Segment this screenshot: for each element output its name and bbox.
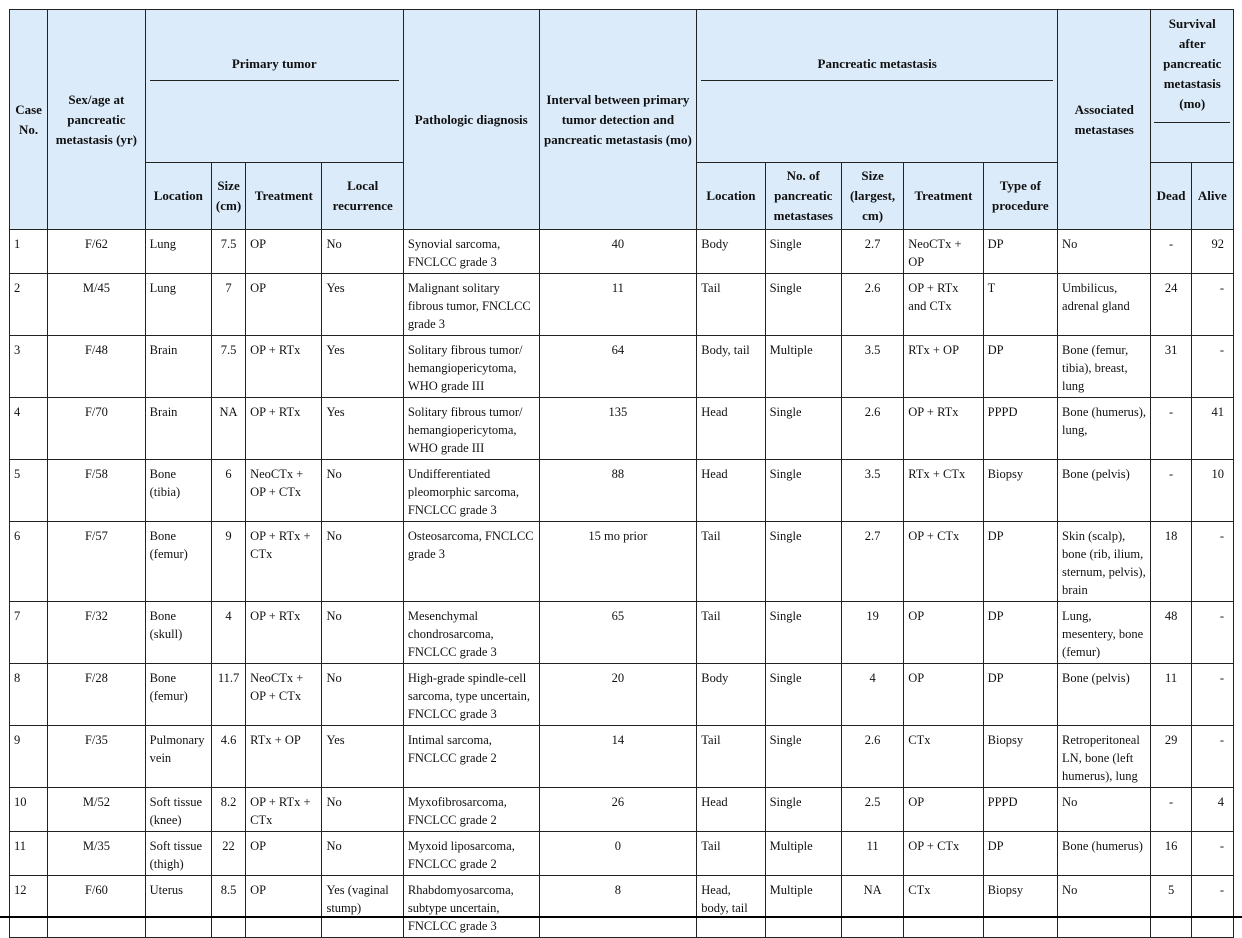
cell-sexage: F/60 — [48, 876, 145, 938]
cell-mtreat: OP — [904, 664, 983, 726]
bottom-rule — [0, 916, 1242, 918]
cell-recur: Yes — [322, 398, 403, 460]
cell-ploc: Brain — [145, 336, 211, 398]
cell-proc: T — [983, 274, 1057, 336]
cell-assoc: Bone (pelvis) — [1058, 664, 1151, 726]
cell-recur: Yes — [322, 726, 403, 788]
cell-msize: 4 — [841, 664, 903, 726]
cell-recur: No — [322, 230, 403, 274]
table-row — [10, 788, 1234, 832]
cell-msize: 11 — [841, 832, 903, 876]
cell-sexage: F/28 — [48, 664, 145, 726]
table-row — [10, 876, 1234, 938]
header-associated-metastases: Associated metastases — [1058, 10, 1151, 230]
cell-mtreat: OP + RTx — [904, 398, 983, 460]
cell-recur: No — [322, 788, 403, 832]
cell-msize: 2.5 — [841, 788, 903, 832]
cell-case: 2 — [10, 274, 48, 336]
cell-sexage: F/58 — [48, 460, 145, 522]
cell-interval: 8 — [539, 876, 697, 938]
cell-sexage: F/35 — [48, 726, 145, 788]
cell-proc: PPPD — [983, 398, 1057, 460]
cell-recur: No — [322, 602, 403, 664]
cell-interval: 26 — [539, 788, 697, 832]
cell-ptreat: OP + RTx + CTx — [246, 522, 322, 602]
cell-ploc: Pulmonary vein — [145, 726, 211, 788]
cell-proc: DP — [983, 336, 1057, 398]
cell-sexage: F/70 — [48, 398, 145, 460]
cell-alive: - — [1191, 832, 1233, 876]
table-row — [10, 460, 1234, 522]
cell-proc: Biopsy — [983, 726, 1057, 788]
cell-dead: - — [1151, 398, 1191, 460]
cell-proc: DP — [983, 664, 1057, 726]
cell-proc: DP — [983, 522, 1057, 602]
cell-msize: 2.7 — [841, 522, 903, 602]
header-alive: Alive — [1191, 163, 1233, 230]
cell-psize: 9 — [211, 522, 245, 602]
header-dead: Dead — [1151, 163, 1191, 230]
cell-ptreat: OP + RTx — [246, 602, 322, 664]
cell-path: Intimal sarcoma, FNCLCC grade 2 — [403, 726, 539, 788]
cell-proc: Biopsy — [983, 460, 1057, 522]
cell-dead: 29 — [1151, 726, 1191, 788]
table-row — [10, 274, 1234, 336]
cell-case: 10 — [10, 788, 48, 832]
header-primary-location: Location — [145, 163, 211, 230]
cell-mnum: Single — [765, 788, 841, 832]
cell-msize: 2.6 — [841, 726, 903, 788]
cell-recur: No — [322, 460, 403, 522]
cell-case: 12 — [10, 876, 48, 938]
table-row — [10, 230, 1234, 274]
cell-msize: 19 — [841, 602, 903, 664]
cell-mtreat: NeoCTx + OP — [904, 230, 983, 274]
cell-mloc: Tail — [697, 602, 765, 664]
cell-mtreat: OP — [904, 788, 983, 832]
cell-path: Solitary fibrous tumor/ hemangiopericytoma, WHO grade III — [403, 336, 539, 398]
header-case: Case No. — [10, 10, 48, 230]
cell-interval: 20 — [539, 664, 697, 726]
cell-psize: 7.5 — [211, 336, 245, 398]
cell-mloc: Head, body, tail — [697, 876, 765, 938]
cell-ploc: Brain — [145, 398, 211, 460]
cell-sexage: M/45 — [48, 274, 145, 336]
cell-alive: - — [1191, 274, 1233, 336]
cell-assoc: Bone (humerus), lung, — [1058, 398, 1151, 460]
cell-case: 11 — [10, 832, 48, 876]
cell-case: 7 — [10, 602, 48, 664]
cell-ploc: Soft tissue (thigh) — [145, 832, 211, 876]
cell-sexage: M/52 — [48, 788, 145, 832]
cell-msize: 2.6 — [841, 398, 903, 460]
header-interval: Interval between primary tumor detection and pancreatic metastasis (mo) — [539, 10, 697, 230]
cell-psize: 4 — [211, 602, 245, 664]
cell-alive: - — [1191, 664, 1233, 726]
cell-assoc: Bone (pelvis) — [1058, 460, 1151, 522]
header-primary-treatment: Treatment — [246, 163, 322, 230]
cell-assoc: No — [1058, 876, 1151, 938]
cell-case: 1 — [10, 230, 48, 274]
cell-interval: 88 — [539, 460, 697, 522]
cell-mloc: Body — [697, 664, 765, 726]
metastasis-table — [9, 9, 1234, 938]
header-survival — [1151, 10, 1234, 163]
cell-ptreat: RTx + OP — [246, 726, 322, 788]
cell-psize: 11.7 — [211, 664, 245, 726]
header-pm-treatment: Treatment — [904, 163, 983, 230]
cell-recur: No — [322, 664, 403, 726]
cell-alive: - — [1191, 726, 1233, 788]
header-pm-number: No. of pancreatic metastases — [765, 163, 841, 230]
cell-psize: 4.6 — [211, 726, 245, 788]
cell-case: 3 — [10, 336, 48, 398]
cell-psize: 7.5 — [211, 230, 245, 274]
header-pathologic-diagnosis: Pathologic diagnosis — [403, 10, 539, 230]
cell-assoc: Bone (humerus) — [1058, 832, 1151, 876]
cell-ptreat: OP + RTx + CTx — [246, 788, 322, 832]
cell-msize: 2.6 — [841, 274, 903, 336]
cell-dead: 31 — [1151, 336, 1191, 398]
cell-assoc: Umbilicus, adrenal gland — [1058, 274, 1151, 336]
cell-psize: NA — [211, 398, 245, 460]
primary-tumor-label: Primary tumor — [150, 54, 399, 81]
header-sex-age: Sex/age at pancreatic metastasis (yr) — [48, 10, 145, 230]
header-pm-location: Location — [697, 163, 765, 230]
cell-psize: 22 — [211, 832, 245, 876]
cell-proc: DP — [983, 230, 1057, 274]
cell-path: Undifferentiated pleomorphic sarcoma, FNCLCC grade 3 — [403, 460, 539, 522]
cell-sexage: F/32 — [48, 602, 145, 664]
cell-ploc: Lung — [145, 274, 211, 336]
cell-ploc: Uterus — [145, 876, 211, 938]
cell-mnum: Single — [765, 398, 841, 460]
cell-path: Solitary fibrous tumor/ hemangiopericytoma, WHO grade III — [403, 398, 539, 460]
cell-psize: 8.2 — [211, 788, 245, 832]
cell-dead: 48 — [1151, 602, 1191, 664]
table-row — [10, 336, 1234, 398]
cell-proc: Biopsy — [983, 876, 1057, 938]
table-row — [10, 664, 1234, 726]
cell-mnum: Multiple — [765, 832, 841, 876]
table-row — [10, 726, 1234, 788]
cell-ptreat: NeoCTx + OP + CTx — [246, 460, 322, 522]
cell-mnum: Single — [765, 602, 841, 664]
cell-alive: 92 — [1191, 230, 1233, 274]
cell-recur: Yes (vaginal stump) — [322, 876, 403, 938]
cell-ploc: Bone (skull) — [145, 602, 211, 664]
cell-dead: 16 — [1151, 832, 1191, 876]
cell-dead: - — [1151, 788, 1191, 832]
cell-msize: 2.7 — [841, 230, 903, 274]
cell-dead: - — [1151, 230, 1191, 274]
cell-alive: 10 — [1191, 460, 1233, 522]
cell-mloc: Tail — [697, 726, 765, 788]
cell-mtreat: OP + CTx — [904, 522, 983, 602]
cell-path: Myxoid liposarcoma, FNCLCC grade 2 — [403, 832, 539, 876]
cell-recur: Yes — [322, 336, 403, 398]
cell-case: 5 — [10, 460, 48, 522]
cell-mnum: Single — [765, 664, 841, 726]
cell-interval: 0 — [539, 832, 697, 876]
cell-sexage: F/57 — [48, 522, 145, 602]
table-row — [10, 832, 1234, 876]
cell-mloc: Head — [697, 788, 765, 832]
cell-ptreat: OP + RTx — [246, 336, 322, 398]
cell-case: 6 — [10, 522, 48, 602]
cell-mtreat: RTx + OP — [904, 336, 983, 398]
table-row — [10, 522, 1234, 602]
header-primary-size: Size (cm) — [211, 163, 245, 230]
cell-assoc: No — [1058, 230, 1151, 274]
header-local-recurrence: Local recurrence — [322, 163, 403, 230]
cell-ploc: Lung — [145, 230, 211, 274]
cell-sexage: F/62 — [48, 230, 145, 274]
cell-assoc: Retroperitoneal LN, bone (left humerus), lung — [1058, 726, 1151, 788]
cell-mloc: Tail — [697, 832, 765, 876]
table-row — [10, 398, 1234, 460]
cell-proc: PPPD — [983, 788, 1057, 832]
cell-assoc: Skin (scalp), bone (rib, ilium, sternum, pelvis), brain — [1058, 522, 1151, 602]
header-pancreatic-metastasis — [697, 10, 1058, 163]
survival-label: Survival after pancreatic metastasis (mo) — [1154, 14, 1230, 123]
header-primary-tumor — [145, 10, 403, 163]
cell-interval: 135 — [539, 398, 697, 460]
cell-interval: 40 — [539, 230, 697, 274]
cell-ploc: Bone (femur) — [145, 664, 211, 726]
cell-case: 9 — [10, 726, 48, 788]
cell-sexage: M/35 — [48, 832, 145, 876]
table-body — [10, 230, 1234, 938]
cell-sexage: F/48 — [48, 336, 145, 398]
cell-path: Myxofibrosarcoma, FNCLCC grade 2 — [403, 788, 539, 832]
cell-assoc: No — [1058, 788, 1151, 832]
cell-mnum: Single — [765, 230, 841, 274]
cell-alive: 41 — [1191, 398, 1233, 460]
cell-mnum: Multiple — [765, 876, 841, 938]
cell-ptreat: OP — [246, 230, 322, 274]
cell-mtreat: CTx — [904, 726, 983, 788]
cell-psize: 7 — [211, 274, 245, 336]
cell-assoc: Bone (femur, tibia), breast, lung — [1058, 336, 1151, 398]
table-row — [10, 602, 1234, 664]
cell-interval: 11 — [539, 274, 697, 336]
cell-mloc: Head — [697, 398, 765, 460]
cell-ploc: Bone (femur) — [145, 522, 211, 602]
cell-mtreat: CTx — [904, 876, 983, 938]
cell-assoc: Lung, mesentery, bone (femur) — [1058, 602, 1151, 664]
cell-mloc: Tail — [697, 522, 765, 602]
cell-interval: 14 — [539, 726, 697, 788]
cell-ptreat: OP — [246, 274, 322, 336]
cell-interval: 15 mo prior — [539, 522, 697, 602]
cell-interval: 65 — [539, 602, 697, 664]
cell-mloc: Body — [697, 230, 765, 274]
cell-mtreat: OP + RTx and CTx — [904, 274, 983, 336]
cell-ptreat: OP — [246, 876, 322, 938]
cell-mloc: Tail — [697, 274, 765, 336]
cell-proc: DP — [983, 832, 1057, 876]
cell-path: Osteosarcoma, FNCLCC grade 3 — [403, 522, 539, 602]
cell-path: Malignant solitary fibrous tumor, FNCLCC grade 3 — [403, 274, 539, 336]
cell-mtreat: OP + CTx — [904, 832, 983, 876]
cell-ptreat: OP + RTx — [246, 398, 322, 460]
pancreatic-metastasis-label: Pancreatic metastasis — [701, 54, 1053, 81]
cell-proc: DP — [983, 602, 1057, 664]
cell-recur: No — [322, 522, 403, 602]
cell-recur: No — [322, 832, 403, 876]
cell-ptreat: OP — [246, 832, 322, 876]
cell-mtreat: RTx + CTx — [904, 460, 983, 522]
cell-alive: - — [1191, 602, 1233, 664]
cell-mnum: Single — [765, 460, 841, 522]
cell-alive: 4 — [1191, 788, 1233, 832]
table-header — [10, 10, 1234, 230]
cell-dead: 5 — [1151, 876, 1191, 938]
header-pm-size: Size (largest, cm) — [841, 163, 903, 230]
cell-case: 8 — [10, 664, 48, 726]
cell-mnum: Single — [765, 522, 841, 602]
cell-ploc: Soft tissue (knee) — [145, 788, 211, 832]
cell-path: Mesenchymal chondrosarcoma, FNCLCC grade 3 — [403, 602, 539, 664]
header-pm-procedure: Type of procedure — [983, 163, 1057, 230]
cell-msize: 3.5 — [841, 460, 903, 522]
cell-ptreat: NeoCTx + OP + CTx — [246, 664, 322, 726]
cell-case: 4 — [10, 398, 48, 460]
cell-alive: - — [1191, 876, 1233, 938]
cell-psize: 6 — [211, 460, 245, 522]
cell-path: Synovial sarcoma, FNCLCC grade 3 — [403, 230, 539, 274]
cell-mtreat: OP — [904, 602, 983, 664]
cell-dead: 11 — [1151, 664, 1191, 726]
cell-path: Rhabdomyosarcoma, subtype uncertain, FNCLCC grade 3 — [403, 876, 539, 938]
cell-path: High-grade spindle-cell sarcoma, type uncertain, FNCLCC grade 3 — [403, 664, 539, 726]
cell-dead: 24 — [1151, 274, 1191, 336]
cell-dead: 18 — [1151, 522, 1191, 602]
cell-alive: - — [1191, 522, 1233, 602]
cell-dead: - — [1151, 460, 1191, 522]
cell-mnum: Single — [765, 274, 841, 336]
cell-recur: Yes — [322, 274, 403, 336]
cell-mloc: Body, tail — [697, 336, 765, 398]
cell-mloc: Head — [697, 460, 765, 522]
cell-ploc: Bone (tibia) — [145, 460, 211, 522]
cell-msize: 3.5 — [841, 336, 903, 398]
cell-msize: NA — [841, 876, 903, 938]
cell-alive: - — [1191, 336, 1233, 398]
cell-mnum: Multiple — [765, 336, 841, 398]
cell-psize: 8.5 — [211, 876, 245, 938]
cell-interval: 64 — [539, 336, 697, 398]
cell-mnum: Single — [765, 726, 841, 788]
